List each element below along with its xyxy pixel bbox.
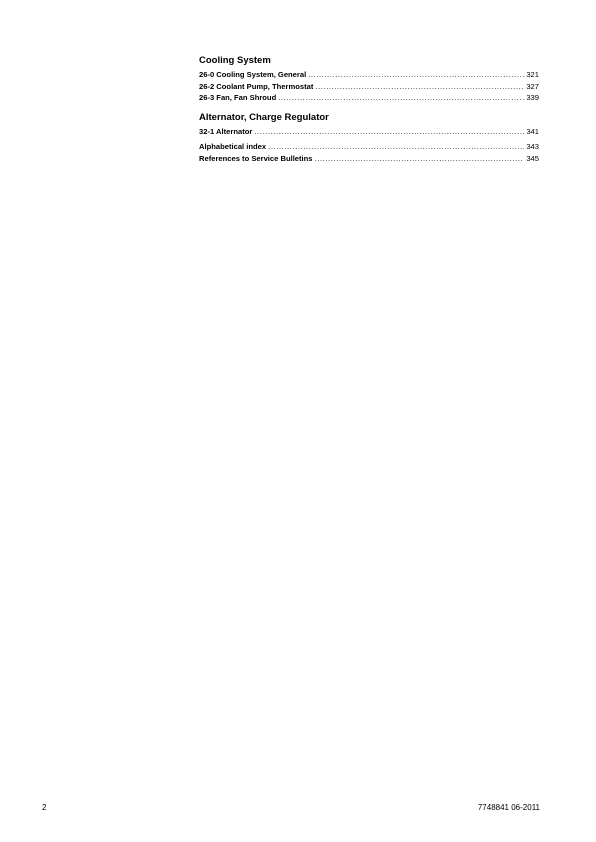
toc-entry-page: 345: [526, 153, 539, 163]
dot-leader: [315, 153, 525, 165]
toc-entry-page: 341: [526, 126, 539, 136]
toc-entry-label: 32-1 Alternator: [199, 126, 253, 136]
footer-document-id: 7748841 06-2011: [477, 803, 540, 812]
toc-entry-label: 26-0 Cooling System, General: [199, 70, 307, 79]
section-heading-alternator: Alternator, Charge Regulator: [199, 111, 329, 123]
toc-entry-page: 321: [526, 70, 539, 79]
toc-entry-label: 26-2 Coolant Pump, Thermostat: [199, 81, 314, 91]
table-of-contents: [199, 55, 539, 165]
toc-entry[interactable]: [199, 92, 539, 104]
toc-entry-label: 26-3 Fan, Fan Shroud: [199, 93, 277, 103]
section-heading-cooling-system: Cooling System: [199, 55, 271, 66]
footer-page-number: 2: [42, 803, 47, 812]
toc-entry-label: Alphabetical index: [199, 142, 267, 152]
dot-leader: [315, 81, 524, 93]
toc-entry-service-bulletins[interactable]: [199, 153, 539, 165]
dot-leader: [278, 92, 524, 104]
toc-entry-page: 339: [526, 93, 539, 103]
toc-entry-page: 327: [526, 81, 539, 91]
toc-entry-page: 343: [526, 142, 539, 152]
dot-leader: [254, 126, 524, 138]
dot-leader: [308, 69, 524, 81]
toc-entry-alphabetical-index[interactable]: [199, 141, 539, 153]
toc-entry[interactable]: [199, 126, 539, 138]
toc-entry-label: References to Service Bulletins: [199, 153, 313, 163]
dot-leader: [268, 141, 524, 153]
toc-entry[interactable]: [199, 81, 539, 93]
toc-entry[interactable]: [199, 69, 539, 81]
